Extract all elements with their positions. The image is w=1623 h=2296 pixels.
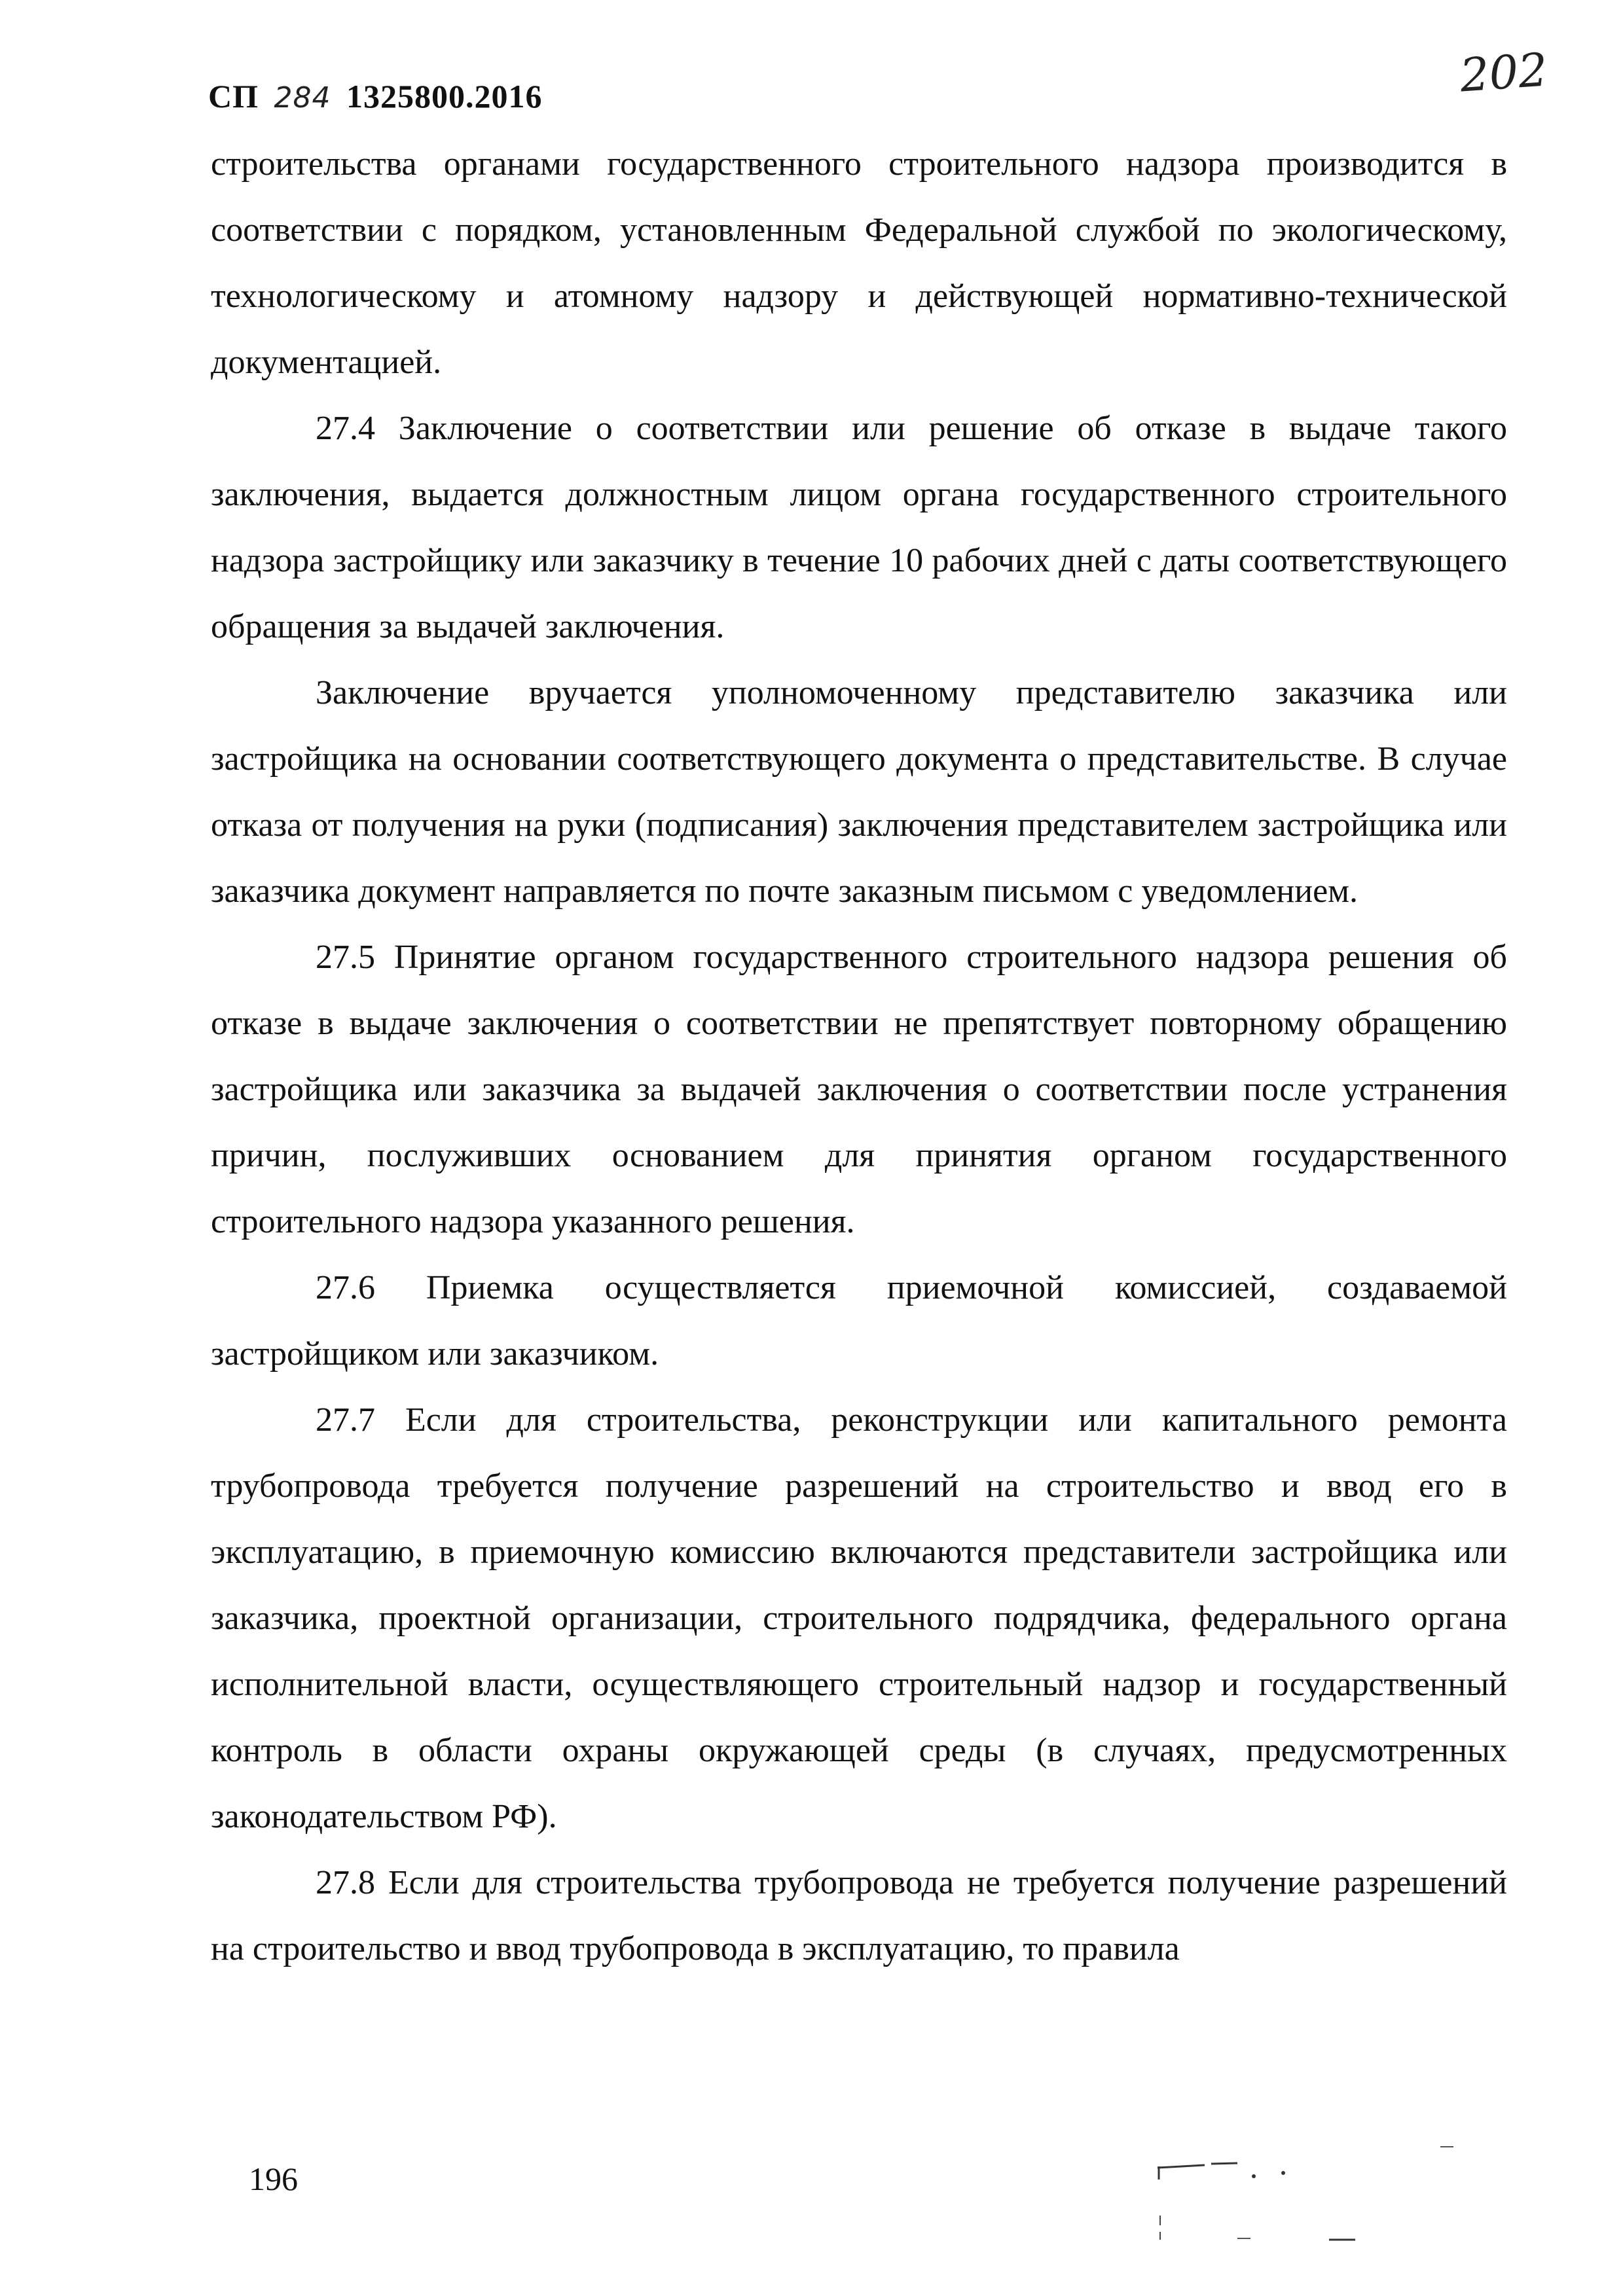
paragraph-27-6: 27.6 Приемка осуществляется приемочной комиссией, создаваемой застройщиком или заказчиком. xyxy=(211,1269,1507,1372)
handwritten-page-mark: 202 xyxy=(1458,43,1550,103)
scan-artifact-marks xyxy=(1133,2127,1460,2258)
paragraph-27-4-delivery: Заключение вручается уполномоченному представителю заказчика или застройщика на основании соответствующего документа о представительстве. В случае отказа от получения на руки (подписания) заключения представителем застройщика или заказчика документ направляется по почте заказным письмом с уведомлением. xyxy=(211,674,1507,910)
document-header xyxy=(208,77,542,115)
document-body xyxy=(211,131,1507,1982)
paragraph-27-7: 27.7 Если для строительства, реконструкции или капитального ремонта трубопровода требуется получение разрешений на строительство и ввод его в эксплуатацию, в приемочную комиссию включаются представители застройщика или заказчика, проектной организации, строительного подрядчика, федерального органа исполнительной власти, осуществляющего строительный надзор и государственный контроль в области охраны окружающей среды (в случаях, предусмотренных законодательством РФ). xyxy=(211,1401,1507,1835)
paragraph-27-8: 27.8 Если для строительства трубопровода не требуется получение разрешений на строительство и ввод трубопровода в эксплуатацию, то правила xyxy=(211,1864,1507,1967)
page-number: 196 xyxy=(249,2161,298,2197)
paragraph-27-5: 27.5 Принятие органом государственного строительного надзора решения об отказе в выдаче заключения о соответствии не препятствует повторному обращению застройщика или заказчика за выдачей заключения о соответствии после устранения причин, послуживших основанием для принятия органом государственного строительного надзора указанного решения. xyxy=(211,939,1507,1240)
paragraph-continuation: строительства органами государственного строительного надзора производится в соответствии с порядком, установленным Федеральной службой по экологическому, технологическому и атомному надзору и действующей нормативно-технической документацией. xyxy=(211,145,1507,381)
paragraph-27-4: 27.4 Заключение о соответствии или решение об отказе в выдаче такого заключения, выдается должностным лицом органа государственного строительного надзора застройщику или заказчику в течение 10 рабочих дней с даты соответствующего обращения за выдачей заключения. xyxy=(211,410,1507,645)
handwritten-standard-number: 284 xyxy=(274,81,331,115)
standard-prefix: СП xyxy=(208,78,259,115)
standard-code: 1325800.2016 xyxy=(346,78,543,115)
